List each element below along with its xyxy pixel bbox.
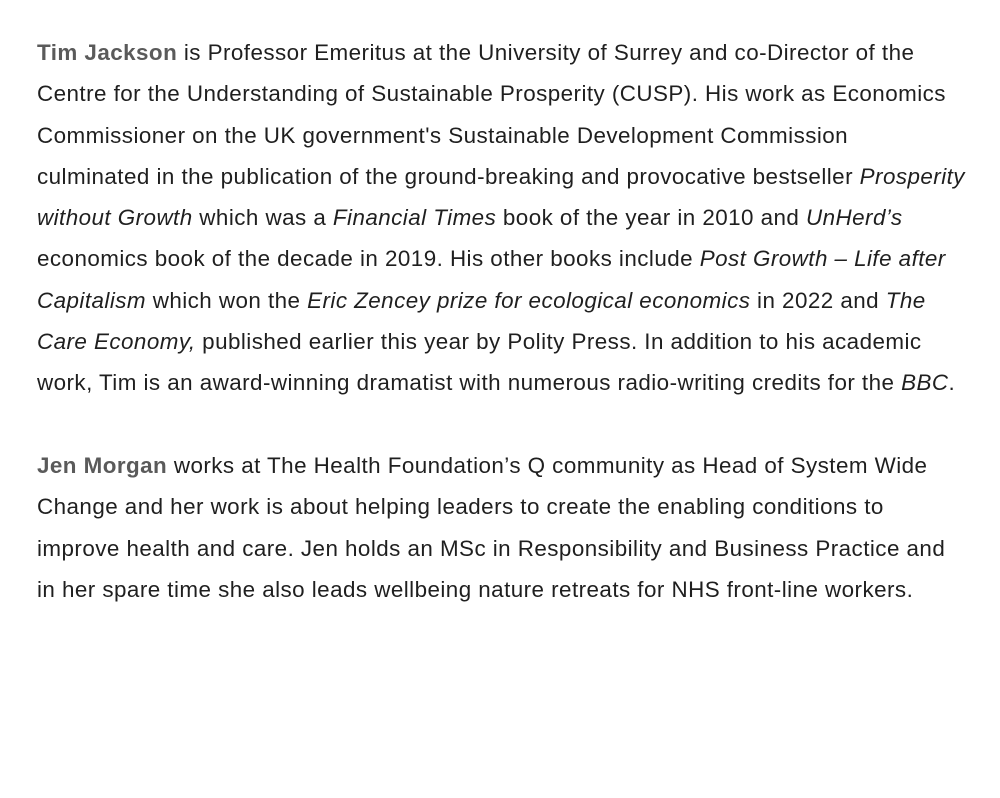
- bio-text: .: [948, 370, 956, 396]
- bio-text: which was a: [192, 205, 333, 231]
- bio-jen-morgan: [37, 445, 967, 610]
- bio-text: works at The Health Foundation’s Q community as Head of System Wide Change and her work is about helping leaders to create the enabling conditions to improve health and care. Jen holds an MSc in Responsibility and Business Practice and in her spare time she also leads wellbeing nature retreats for NHS front-line workers.: [37, 452, 946, 602]
- bio-tim-jackson: [37, 32, 967, 404]
- publication-name: Financial Times: [332, 205, 497, 231]
- bios-section: [37, 32, 967, 610]
- publication-name: UnHerd’s: [806, 205, 903, 231]
- book-title: Post Growth – Life after Capitalism: [37, 246, 946, 313]
- bio-name: Tim Jackson: [37, 40, 178, 65]
- book-title: The Care Economy,: [37, 287, 926, 355]
- prize-name: Eric Zencey prize for ecological economics: [307, 287, 751, 313]
- bio-text: is Professor Emeritus at the University of Surrey and co-Director of the Centre for the Understanding of Sustainable Prosperity (CUSP). His work as Economics Commissioner on the UK government's Sustainable Development Commission culminated in the publication of the ground-breaking and provocative bestseller: [37, 40, 946, 189]
- bio-text: published earlier this year by Polity Press. In addition to his academic work, Tim is an award-winning dramatist with numerous radio-writing credits for the: [37, 329, 922, 396]
- bio-text: in 2022 and: [750, 287, 886, 313]
- bio-text: economics book of the decade in 2019. His other books include: [37, 246, 700, 272]
- bio-name: Jen Morgan: [37, 452, 168, 478]
- broadcaster-name: BBC: [901, 370, 949, 396]
- bio-text: book of the year in 2010 and: [496, 205, 807, 231]
- bio-text: which won the: [146, 287, 308, 313]
- book-title: Prosperity without Growth: [37, 163, 965, 231]
